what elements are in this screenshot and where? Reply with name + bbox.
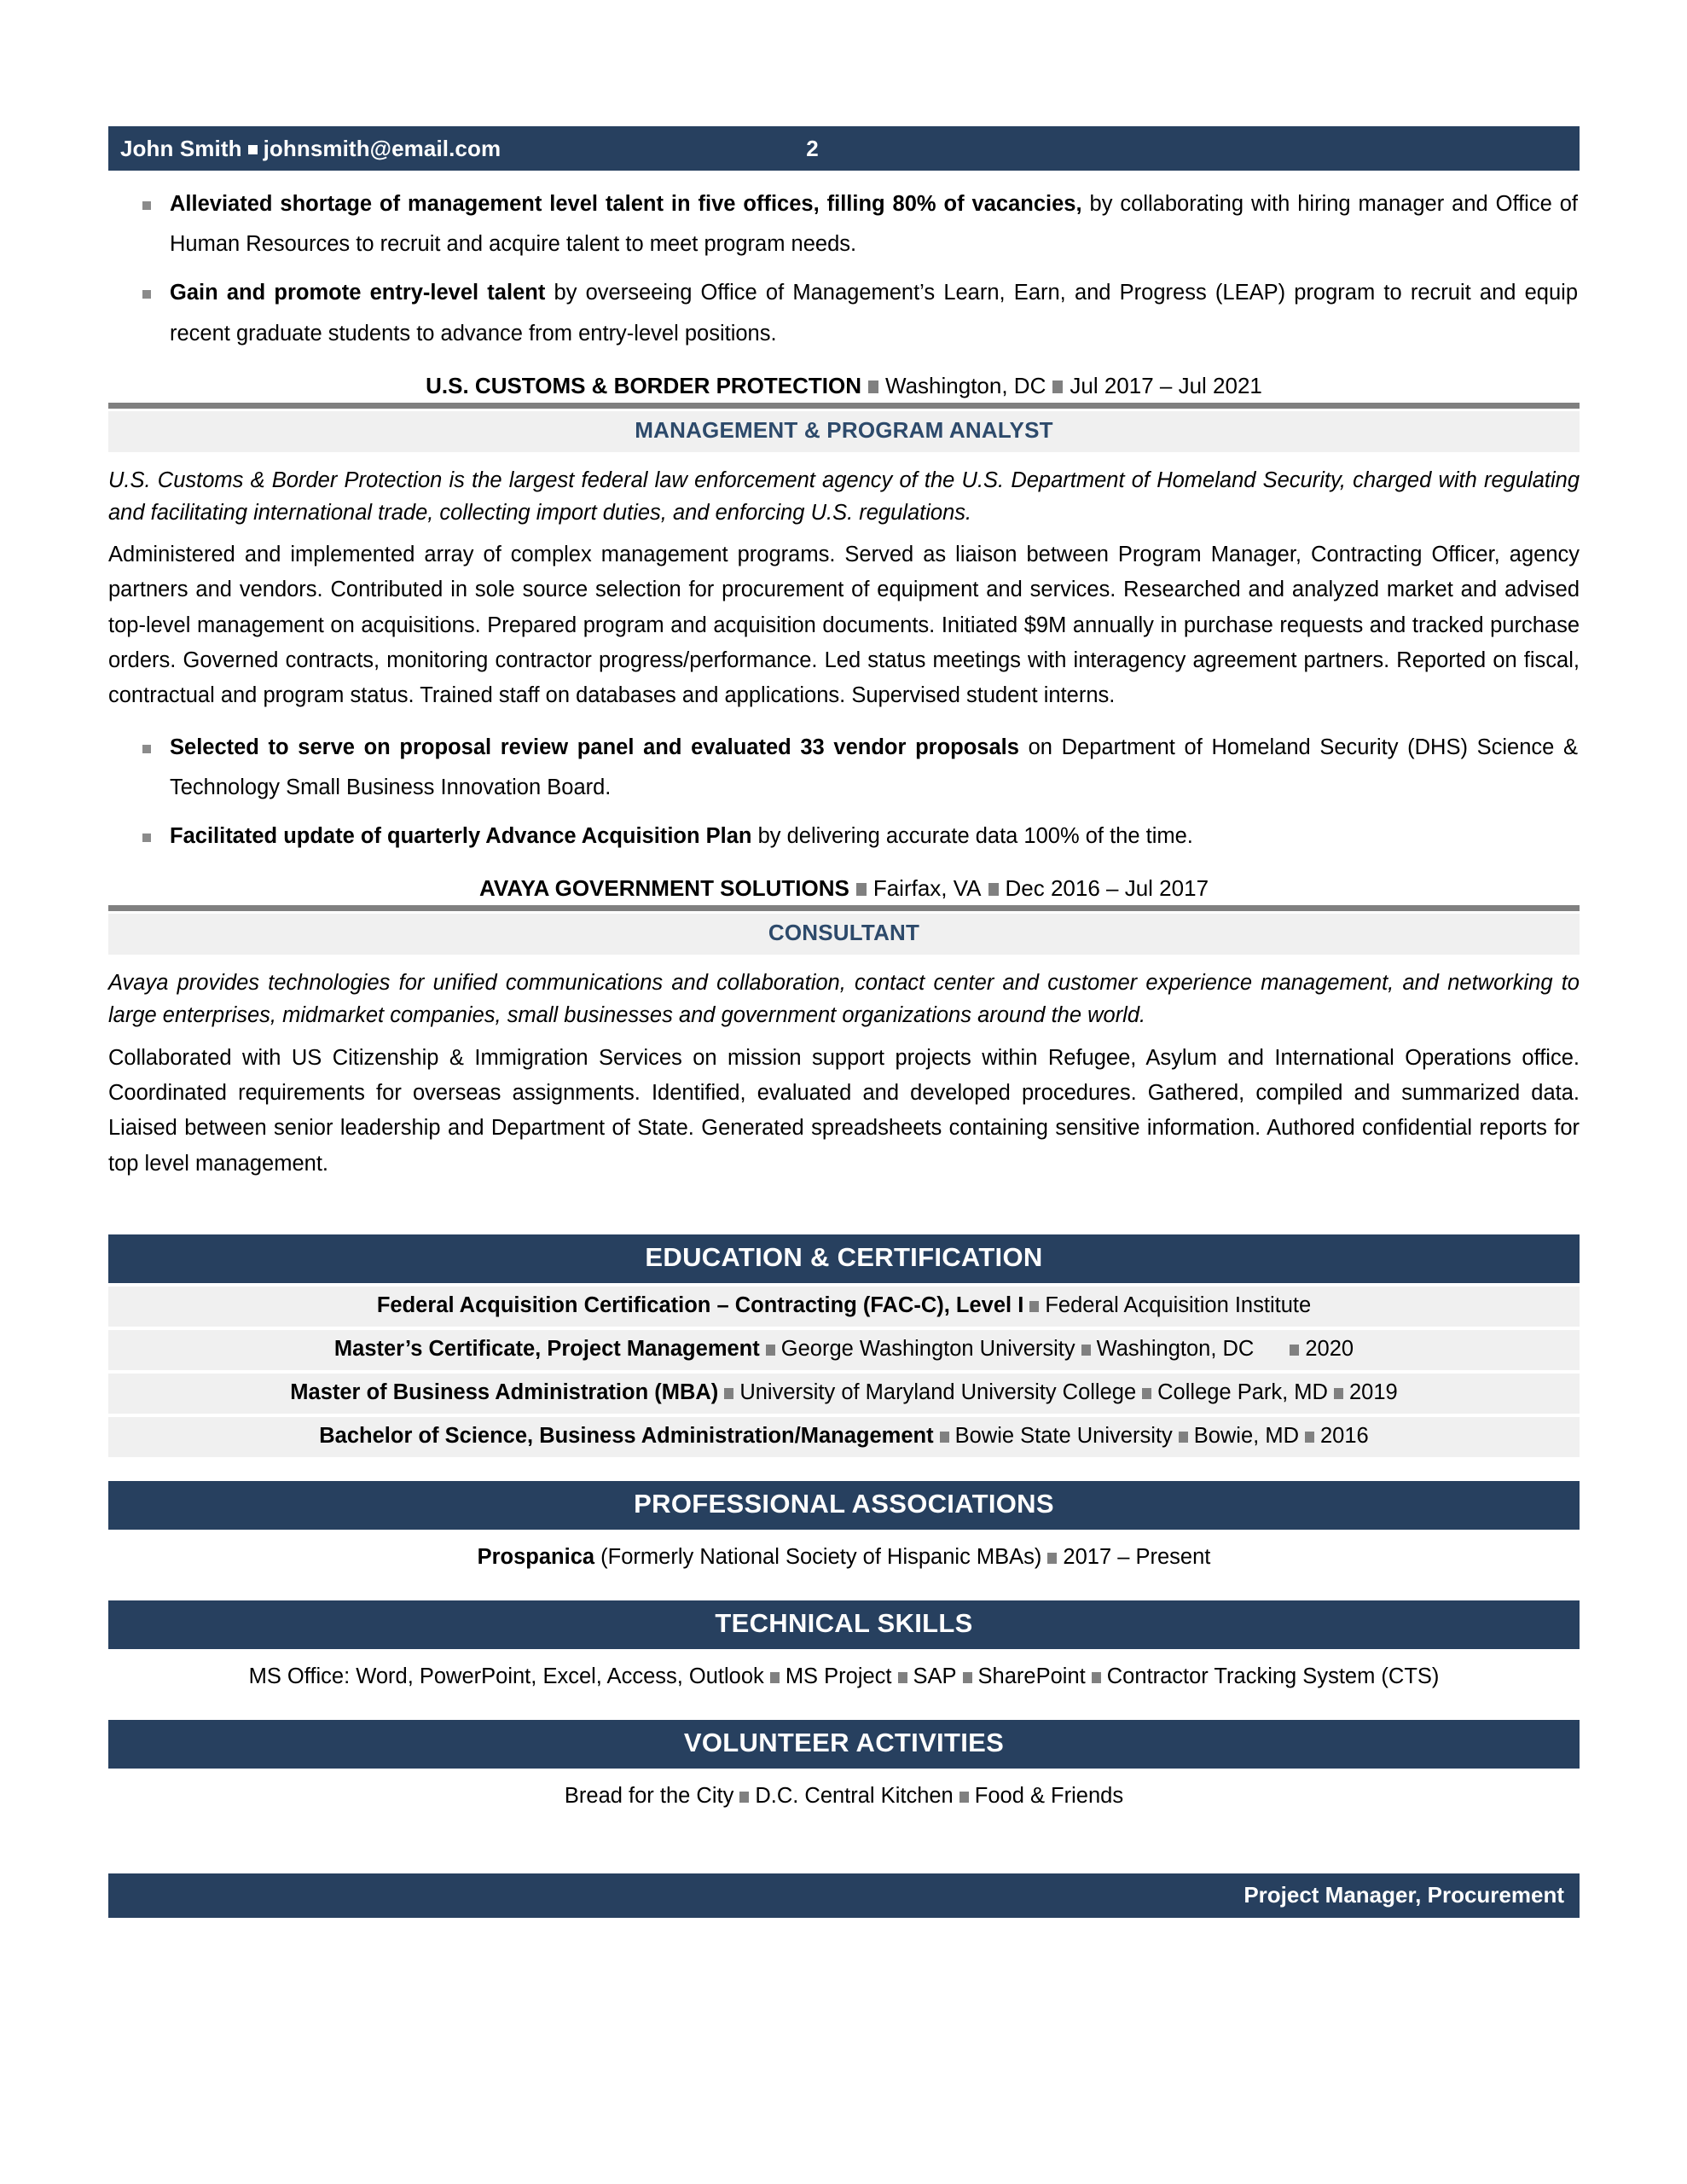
section-banner-skills: TECHNICAL SKILLS <box>108 1600 1580 1649</box>
education-institution: Federal Acquisition Institute <box>1045 1292 1312 1317</box>
job-company-line <box>108 373 1580 403</box>
skill-item: Contractor Tracking System (CTS) <box>1106 1664 1440 1688</box>
bullet-text: by collaborating with hiring manager and Office of Human Resources to recruit and acquire talent to meet program needs. <box>170 192 1578 257</box>
education-credential: Master’s Certificate, Project Management <box>333 1336 760 1361</box>
bullet-bold-lead: Alleviated shortage of management level talent in five offices, filling 80% of vacancies, <box>170 192 1082 216</box>
skill-item: SAP <box>913 1664 957 1688</box>
association-former-name: (Formerly National Society of Hispanic MBAs) <box>594 1544 1042 1569</box>
bullet-item <box>108 184 1580 264</box>
section-banner-volunteer: VOLUNTEER ACTIVITIES <box>108 1720 1580 1769</box>
square-bullet-icon <box>248 145 258 154</box>
bullet-item <box>108 728 1580 808</box>
square-bullet-icon <box>1305 1432 1314 1443</box>
bullet-bold-lead: Selected to serve on proposal review panel and evaluated 33 vendor proposals <box>170 735 1019 759</box>
square-bullet-icon <box>1047 1553 1057 1564</box>
divider-rule <box>108 905 1580 911</box>
job-location: Washington, DC <box>885 372 1046 398</box>
page-number: 2 <box>806 135 819 161</box>
job-company-name: U.S. CUSTOMS & BORDER PROTECTION <box>426 372 862 398</box>
skill-item: SharePoint <box>977 1664 1086 1688</box>
job-title: CONSULTANT <box>108 914 1580 955</box>
square-bullet-icon <box>739 1792 749 1803</box>
job-company-line <box>108 875 1580 905</box>
header-name: John Smith johnsmith@email.com <box>120 135 501 161</box>
skill-item: MS Project <box>785 1664 892 1688</box>
job-location: Fairfax, VA <box>872 875 982 902</box>
bullet-text: by overseeing Office of Management’s Learn, Earn, and Progress (LEAP) program to recruit and equip recent graduate students to advance from entry-level positions. <box>170 281 1579 346</box>
square-bullet-icon <box>724 1388 733 1399</box>
square-bullet-icon <box>1052 380 1063 393</box>
volunteer-item: Food & Friends <box>974 1783 1124 1808</box>
divider-rule <box>108 403 1580 409</box>
education-institution: George Washington University <box>780 1336 1075 1361</box>
job-company-description: Avaya provides technologies for unified communications and collaboration, contact center and customer experience management, and networking to large enterprises, midmarket companies, small businesses and government organizations around the world. <box>108 971 1580 1028</box>
section-banner-associations: PROFESSIONAL ASSOCIATIONS <box>108 1481 1580 1530</box>
page-footer-bar <box>108 1873 1580 1918</box>
job-dates: Dec 2016 – Jul 2017 <box>1005 875 1209 902</box>
job-entry <box>108 373 1580 857</box>
square-bullet-icon <box>770 1672 780 1683</box>
education-row <box>108 1330 1580 1370</box>
job-dates: Jul 2017 – Jul 2021 <box>1070 372 1262 398</box>
square-bullet-icon <box>898 1672 907 1683</box>
top-bullet-list <box>108 184 1580 354</box>
skills-row <box>108 1649 1580 1706</box>
footer-title: Project Manager, Procurement <box>1244 1882 1564 1908</box>
education-year: 2016 <box>1319 1423 1369 1448</box>
bullet-item <box>108 273 1580 353</box>
education-credential: Federal Acquisition Certification – Contracting (FAC-C), Level I <box>376 1292 1024 1317</box>
education-location: College Park, MD <box>1157 1380 1328 1404</box>
square-bullet-icon <box>1081 1345 1091 1356</box>
job-responsibilities: Collaborated with US Citizenship & Immigration Services on mission support projects within Refugee, Asylum and International Operations office. Coordinated requirements for overseas assignments. Identified, evaluated and developed procedures. Gathered, compiled and summarized data. Liaised between senior leadership and Department of State. Generated spreadsheets containing sensitive information. Authored confidential reports for top level management. <box>108 1045 1580 1176</box>
square-bullet-icon <box>1029 1301 1039 1312</box>
education-credential: Master of Business Administration (MBA) <box>290 1380 719 1404</box>
education-location: Bowie, MD <box>1193 1423 1299 1448</box>
skill-item: MS Office: Word, PowerPoint, Excel, Access, Outlook <box>248 1664 764 1688</box>
volunteer-item: Bread for the City <box>564 1783 734 1808</box>
education-location: Washington, DC <box>1096 1336 1255 1361</box>
square-bullet-icon <box>963 1672 972 1683</box>
section-spacer <box>108 1182 1580 1234</box>
association-row <box>108 1530 1580 1587</box>
square-bullet-icon <box>1334 1388 1343 1399</box>
volunteer-item: D.C. Central Kitchen <box>755 1783 954 1808</box>
bullet-item <box>108 816 1580 857</box>
volunteer-row <box>108 1769 1580 1826</box>
resume-page <box>108 0 1580 2184</box>
page-header-bar <box>108 126 1580 171</box>
education-year: 2019 <box>1348 1380 1398 1404</box>
square-bullet-icon <box>988 883 999 896</box>
square-bullet-icon <box>766 1345 775 1356</box>
bullet-text: on Department of Homeland Security (DHS) Science & Technology Small Business Innovation Board. <box>170 735 1578 799</box>
education-row <box>108 1374 1580 1414</box>
square-bullet-icon <box>856 883 867 896</box>
education-year: 2020 <box>1305 1336 1354 1361</box>
job-company-name: AVAYA GOVERNMENT SOLUTIONS <box>478 875 849 902</box>
section-spacer <box>108 1457 1580 1481</box>
association-name: Prospanica <box>477 1544 595 1569</box>
education-institution: Bowie State University <box>954 1423 1173 1448</box>
square-bullet-icon <box>940 1432 949 1443</box>
job-title: MANAGEMENT & PROGRAM ANALYST <box>108 411 1580 452</box>
square-bullet-icon <box>868 380 878 393</box>
education-row <box>108 1287 1580 1327</box>
job-entry <box>108 875 1580 1182</box>
job-responsibilities: Administered and implemented array of complex management programs. Served as liaison between Program Manager, Contracting Officer, agency partners and vendors. Contributed in sole source selection for procurement of equipment and services. Researched and analyzed market and advised top-level management on acquisitions. Prepared program and acquisition documents. Initiated $9M annually in purchase requests and tracked purchase orders. Governed contracts, monitoring contractor progress/performance. Led status meetings with interagency agreement partners. Reported on fiscal, contractual and program status. Trained staff on databases and applications. Supervised student interns. <box>108 543 1580 708</box>
square-bullet-icon <box>1179 1432 1188 1443</box>
job-bullet-list <box>108 728 1580 857</box>
association-dates: 2017 – Present <box>1063 1544 1211 1569</box>
section-banner-education: EDUCATION & CERTIFICATION <box>108 1234 1580 1283</box>
bullet-bold-lead: Facilitated update of quarterly Advance Acquisition Plan <box>170 824 752 849</box>
education-institution: University of Maryland University College <box>739 1380 1137 1404</box>
section-spacer <box>108 1706 1580 1720</box>
square-bullet-icon <box>959 1792 969 1803</box>
education-credential: Bachelor of Science, Business Administration/Management <box>319 1423 934 1448</box>
bullet-bold-lead: Gain and promote entry-level talent <box>170 281 546 305</box>
square-bullet-icon <box>1290 1345 1299 1356</box>
bullet-text: by delivering accurate data 100% of the time. <box>751 824 1193 849</box>
job-company-description: U.S. Customs & Border Protection is the largest federal law enforcement agency of the U.S. Department of Homeland Security, charged with regulating and facilitating international trade, collecting import duties, and enforcing U.S. regulations. <box>108 468 1580 525</box>
education-row <box>108 1417 1580 1457</box>
square-bullet-icon <box>1092 1672 1101 1683</box>
section-spacer <box>108 1587 1580 1600</box>
square-bullet-icon <box>1142 1388 1151 1399</box>
